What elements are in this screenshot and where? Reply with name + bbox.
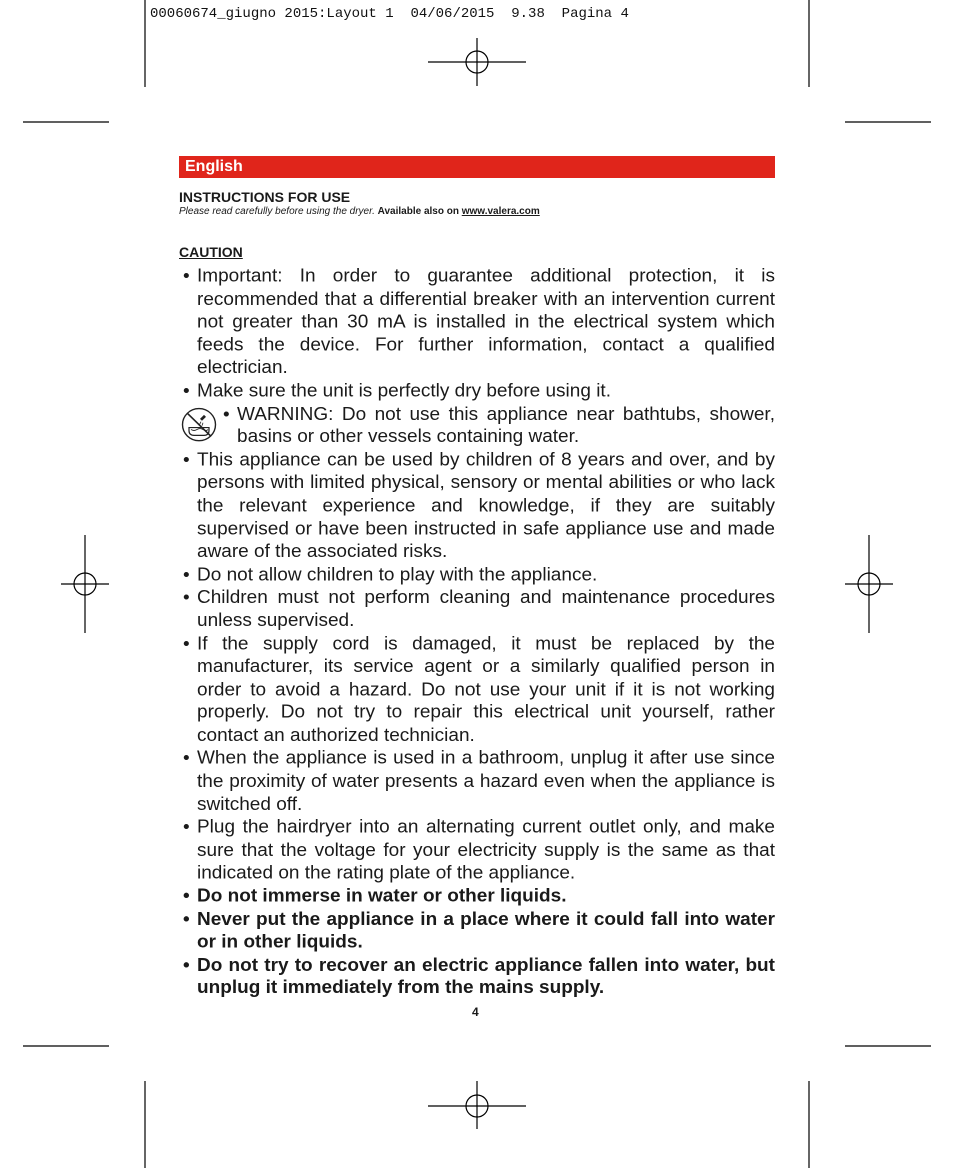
instructions-subline — [179, 206, 540, 217]
warning-text: WARNING: Do not use this appliance near bathtubs, shower, basins or other vessels containing water. — [237, 403, 775, 448]
list-item-bold: • Do not try to recover an electric appliance fallen into water, but unplug it immediately from the mains supply. — [183, 954, 775, 1000]
list-item: • This appliance can be used by children of 8 years and over, and by persons with limited physical, sensory or mental abilities or who lack the relevant experience and knowledge, if they are suitably supervised or have been instructed in safe appliance use and made aware of the associated risks. — [183, 449, 775, 564]
caution-title: CAUTION — [179, 244, 243, 260]
list-item: • Important: In order to guarantee additional protection, it is recommended that a differential breaker with an intervention current not greater than 30 mA is installed in the electrical system which feeds the device. For further information, contact a qualified electrician. — [183, 265, 775, 380]
website-link[interactable]: www.valera.com — [461, 206, 540, 217]
list-item: • Make sure the unit is perfectly dry before using it. — [183, 380, 775, 403]
print-slug: 00060674_giugno 2015:Layout 1 04/06/2015 9.38 Pagina 4 — [150, 6, 629, 22]
page-number: 4 — [472, 1005, 479, 1019]
language-bar — [179, 156, 775, 178]
list-item: • When the appliance is used in a bathroom, unplug it after use since the proximity of water presents a hazard even when the appliance is switched off. — [183, 747, 775, 816]
list-item: • Plug the hairdryer into an alternating current outlet only, and make sure that the voltage for your electricity supply is the same as that indicated on the rating plate of the appliance. — [183, 816, 775, 885]
list-item-bold: • Never put the appliance in a place where it could fall into water or in other liquids. — [183, 908, 775, 954]
caution-list — [183, 265, 775, 1000]
language-label: English — [185, 158, 243, 175]
list-item-warning — [223, 403, 775, 449]
list-item: • Children must not perform cleaning and maintenance procedures unless supervised. — [183, 587, 775, 633]
read-carefully-note: Please read carefully before using the dryer. — [179, 206, 375, 217]
instructions-heading: INSTRUCTIONS FOR USE — [179, 189, 351, 205]
available-also-label: Available also on — [377, 206, 459, 217]
list-item: • If the supply cord is damaged, it must be replaced by the manufacturer, its service agent or a similarly qualified person in order to avoid a hazard. Do not use your unit if it is not working properly. Do not try to repair this electrical unit yourself, rather contact an authorized technician. — [183, 632, 775, 747]
list-item-bold: • Do not immerse in water or other liquids. — [183, 885, 775, 908]
list-item: • Do not allow children to play with the appliance. — [183, 564, 775, 587]
no-bathtub-icon — [181, 407, 217, 442]
